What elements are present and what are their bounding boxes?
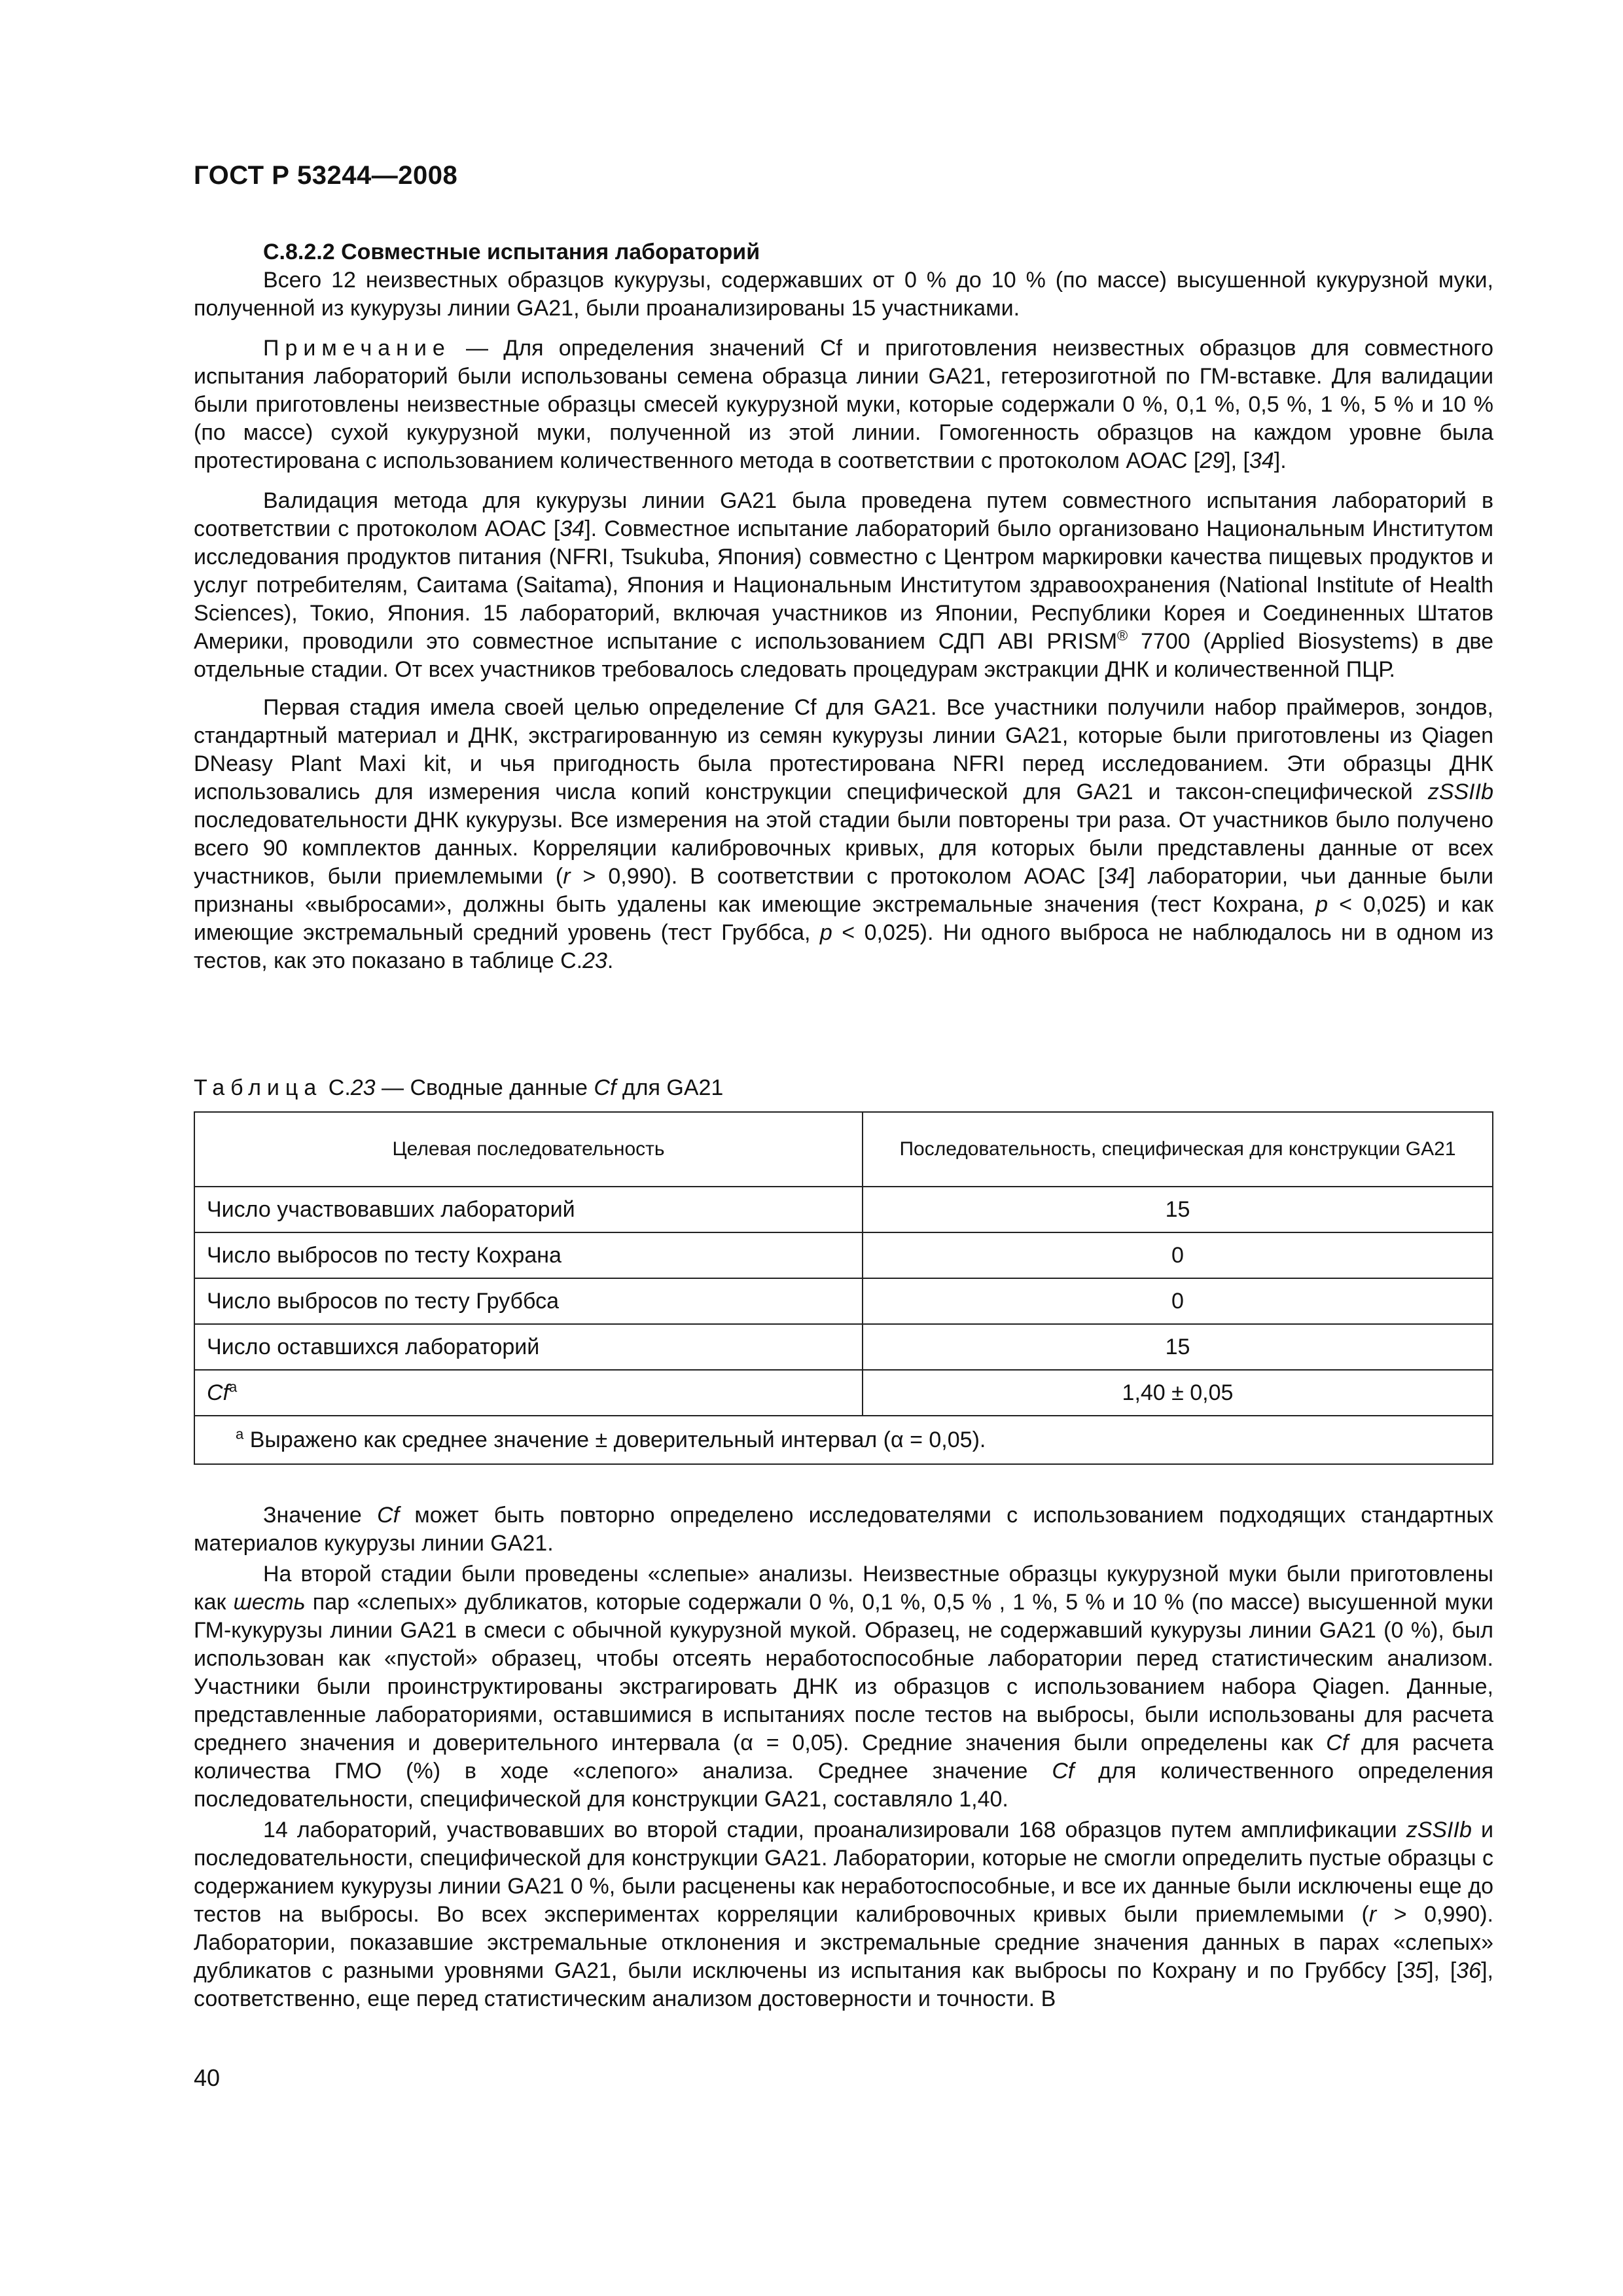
document-id-header: ГОСТ Р 53244—2008 (194, 161, 458, 190)
note-label: Примечание (263, 336, 451, 361)
table-footnote: $^a$ Выражено как среднее значение ± доверительный интервал (α = 0,05). (194, 1416, 1493, 1464)
paragraph-5: На второй стадии были проведены «слепые» анализы. Неизвестные образцы кукурузной муки были приготовлены как шесть пар «слепых» дубликатов, которые содержали 0 %, 0,1 %, 0,5 % , 1 %, 5 % и 10 % (по массе) высушенной муки ГМ-кукурузы линии GA21 в смеси с обычной кукурузной мукой. Образец, не содержавший кукурузы линии GA21 (0 %), был использован как «пустой» образец, чтобы отсеять неработоспособные лаборатории перед статистическим анализом. Участники были проинструктированы экстрагировать ДНК из образцов с использованием набора Qiagen. Данные, представленные лабораториями, оставшимися в испытаниях после тестов на выбросы, были использованы для расчета среднего значения и доверительного интервала (α = 0,05). Средние значения были определены как Cf для расчета количества ГМО (%) в ходе «слепого» анализа. Среднее значение Cf для количественного определения последовательности, специфической для конструкции GA21, составляло 1,40. (194, 1562, 1493, 1812)
table-label: Таблица (194, 1075, 323, 1100)
note-paragraph: Примечание — Для определения значений Cf и приготовления неизвестных образцов для совместного испытания лабораторий были использованы семена образца линии GA21, гетерозиготной по ГМ-вставке. Для валидации были приготовлены неизвестные образцы смесей кукурузной муки, которые содержали 0 %, 0,1 %, 0,5 %, 1 %, 5 % и 10 % (по массе) сухой кукурузной муки, полученной из этой линии. Гомогенность образцов на каждом уровне была протестирована с использованием количественного метода в соответствии с протоколом АОАС [29], [34]. (194, 336, 1493, 473)
paragraph-1: Всего 12 неизвестных образцов кукурузы, содержавших от 0 % до 10 % (по массе) высушенной кукурузной муки, полученной из кукурузы линии GA21, были проанализированы 15 участниками. (194, 268, 1493, 321)
table-row: Число выбросов по тесту Груббса 0 (194, 1278, 1493, 1324)
table-header-construct: Последовательность, специфическая для конструкции GA21 (863, 1112, 1493, 1187)
table-row-cf: Cf$^a$ 1,40 ± 0,05 (194, 1370, 1493, 1416)
table-caption: Таблица С.23 — Сводные данные Cf для GA21 (194, 1075, 724, 1100)
table-footnote-row (194, 1416, 1493, 1464)
paragraph-6: 14 лабораторий, участвовавших во второй стадии, проанализировали 168 образцов путем амплификации zSSIIb и последовательности, специфической для конструкции GA21. Лаборатории, которые не смогли определить пустые образцы с содержанием кукурузы линии GA21 0 %, были расценены как неработоспособные, и все их данные были исключены еще до тестов на выбросы. Во всех экспериментах корреляции калибровочных кривых были приемлемыми (r > 0,990). Лаборатории, показавшие экстремальные отклонения и экстремальные средние значения данных в парах «слепых» дубликатов с разными уровнями GA21, были исключены из испытания как выбросы по Кохрану и по Груббсу [35], [36], соответственно, еще перед статистическим анализом достоверности и точности. В (194, 1818, 1493, 2011)
body-section-bottom (194, 1501, 1493, 2016)
table-row: Число участвовавших лабораторий 15 (194, 1187, 1493, 1232)
paragraph-4: Значение Cf может быть повторно определено исследователями с использованием подходящих стандартных материалов кукурузы линии GA21. (194, 1503, 1493, 1556)
table-row: Число оставшихся лабораторий 15 (194, 1324, 1493, 1370)
paragraph-2: Валидация метода для кукурузы линии GA21 была проведена путем совместного испытания лабораторий в соответствии с протоколом АОАС [34]. Совместное испытание лабораторий было организовано Национальным Институтом исследования продуктов питания (NFRI, Tsukuba, Япония) совместно с Центром маркировки качества пищевых продуктов и услуг потребителям, Саитама (Saitama), Япония и Национальным Институтом здравоохранения (National Institute of Health Sciences), Токио, Япония. 15 лабораторий, включая участников из Японии, Республики Корея и Соединенных Штатов Америки, проводили это совместное испытание с использованием СДП ABI PRISM® 7700 (Applied Biosystems) в две отдельные стадии. От всех участников требовалось следовать процедурам экстракции ДНК и количественной ПЦР. (194, 488, 1494, 682)
page-number: 40 (194, 2064, 221, 2091)
table-header-target: Целевая последовательность (194, 1112, 863, 1187)
paragraph-3: Первая стадия имела своей целью определение Cf для GA21. Все участники получили набор праймеров, зондов, стандартный материал и ДНК, экстрагированную из семян кукурузы линии GA21, которые были приготовлены из Qiagen DNeasy Plant Maxi kit, и чья пригодность была протестирована NFRI перед исследованием. Эти образцы ДНК использовались для измерения числа копий конструкции специфической для GA21 и таксон-специфической zSSIIb последовательности ДНК кукурузы. Все измерения на этой стадии были повторены три раза. От участников было получено всего 90 комплектов данных. Корреляции калибровочных кривых, для которых были представлены данные от всех участников, были приемлемыми (r > 0,990). В соответствии с протоколом АОАС [34] лаборатории, чьи данные были признаны «выбросами», должны быть удалены как имеющие экстремальные значения (тест Кохрана, p < 0,025) и как имеющие экстремальный средний уровень (тест Груббса, p < 0,025). Ни одного выброса не наблюдалось ни в одном из тестов, как это показано в таблице С.23. (194, 695, 1493, 973)
body-section-top (194, 238, 1493, 978)
summary-table (194, 1111, 1493, 1465)
table-row: Число выбросов по тесту Кохрана 0 (194, 1232, 1493, 1278)
section-heading: С.8.2.2 Совместные испытания лабораторий (263, 240, 760, 264)
